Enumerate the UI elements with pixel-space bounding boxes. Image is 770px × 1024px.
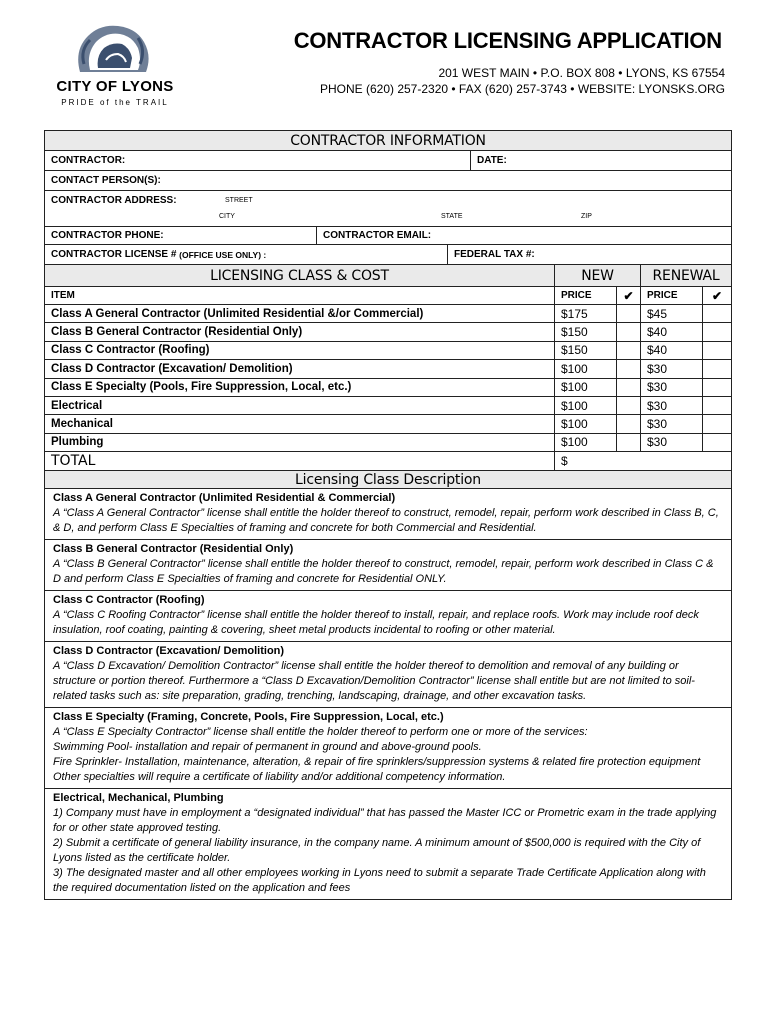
new-heading: NEW (555, 265, 641, 286)
license-tax-row (45, 245, 731, 265)
address-label: CONTRACTOR ADDRESS: (51, 195, 177, 206)
new-price: $100 (555, 379, 617, 396)
total-row (45, 452, 731, 471)
license-class-row (45, 379, 731, 397)
renewal-checkbox[interactable] (703, 305, 731, 322)
renewal-checkbox[interactable] (703, 323, 731, 340)
license-class-name: Class D Contractor (Excavation/ Demolition) (45, 360, 555, 377)
renewal-price: $30 (641, 434, 703, 451)
total-value[interactable]: $ (561, 454, 568, 469)
federal-tax-field[interactable] (448, 245, 731, 264)
contact-label: CONTACT PERSON(S): (51, 175, 161, 186)
class-description-title: Class D Contractor (Excavation/ Demolition) (53, 645, 285, 658)
license-note: (OFFICE USE ONLY) : (179, 249, 267, 260)
license-label: CONTRACTOR LICENSE # (51, 249, 177, 260)
class-description-text: Other specialties will require a certificate of liability and/or additional competency information. (53, 771, 506, 784)
contractor-info-header-row (45, 131, 731, 151)
class-description (45, 789, 731, 900)
new-price: $175 (555, 305, 617, 322)
zip-label: ZIP (581, 213, 592, 220)
phone-field[interactable] (45, 227, 317, 244)
contact-person-field[interactable] (45, 171, 731, 190)
date-field[interactable] (471, 151, 731, 170)
renewal-price: $45 (641, 305, 703, 322)
class-description (45, 642, 731, 708)
license-class-row (45, 323, 731, 341)
license-class-name: Class C Contractor (Roofing) (45, 342, 555, 359)
date-label: DATE: (477, 155, 507, 166)
page-title: CONTRACTOR LICENSING APPLICATION (293, 28, 722, 53)
logo-city-name: CITY OF LYONS (56, 78, 174, 95)
street-label: STREET (225, 197, 253, 204)
new-price: $100 (555, 397, 617, 414)
license-class-row (45, 305, 731, 323)
license-class-name: Class E Specialty (Pools, Fire Suppression, Local, etc.) (45, 379, 555, 396)
contractor-row (45, 151, 731, 171)
new-price: $150 (555, 342, 617, 359)
new-checkbox[interactable] (617, 305, 641, 322)
address-row (45, 191, 731, 227)
phone-email-row (45, 227, 731, 245)
tax-label: FEDERAL TAX #: (454, 249, 535, 260)
city-logo (40, 20, 190, 110)
new-checkbox[interactable] (617, 415, 641, 432)
new-price: $100 (555, 434, 617, 451)
description-heading: Licensing Class Description (45, 471, 731, 488)
license-class-name: Class A General Contractor (Unlimited Residential &/or Commercial) (45, 305, 555, 322)
class-description-title: Class E Specialty (Framing, Concrete, Pools, Fire Suppression, Local, etc.) (53, 711, 444, 724)
phone-label: CONTRACTOR PHONE: (51, 230, 164, 241)
renewal-checkbox[interactable] (703, 434, 731, 451)
contractor-name-field[interactable] (45, 151, 471, 170)
email-label: CONTRACTOR EMAIL: (323, 230, 432, 241)
class-description-text: Swimming Pool- installation and repair of permanent in ground and above-ground pools. (53, 741, 482, 754)
license-class-name: Plumbing (45, 434, 555, 451)
new-checkbox[interactable] (617, 323, 641, 340)
class-description (45, 591, 731, 642)
class-description-text: A “Class C Roofing Contractor” license shall entitle the holder thereof to install, repair, and replace roofs. Work may include roof deck insulation, roof coating, painting & covering, sheet metal products incidental to roofing or other material. (53, 609, 699, 637)
description-header-row (45, 471, 731, 489)
application-form (44, 130, 732, 900)
renewal-checkbox[interactable] (703, 379, 731, 396)
class-description-text: 2) Submit a certificate of general liability insurance, in the company name. A minimum amount of $500,000 is required with the City of Lyons listed as the certificate holder. (53, 837, 701, 865)
license-class-name: Electrical (45, 397, 555, 414)
class-description-title: Class A General Contractor (Unlimited Residential & Commercial) (53, 492, 396, 505)
class-description-title: Class C Contractor (Roofing) (53, 594, 205, 607)
contractor-info-heading: CONTRACTOR INFORMATION (45, 131, 731, 150)
class-description-text: A “Class E Specialty Contractor” license shall entitle the holder thereof to perform one or more of the services: (53, 726, 588, 739)
licensing-header-row (45, 265, 731, 287)
contact-line: PHONE (620) 257-2320 • FAX (620) 257-3743 • WEBSITE: LYONSKS.ORG (319, 82, 725, 96)
address-line: 201 WEST MAIN • P.O. BOX 808 • LYONS, KS 67554 (438, 66, 725, 80)
class-description-text: 1) Company must have in employment a “designated individual” that has passed the Master ICC or Prometric exam in the trade applying for or other state approved testing. (53, 807, 717, 835)
license-class-row (45, 415, 731, 433)
license-field[interactable] (45, 245, 448, 264)
total-label: TOTAL (45, 452, 555, 470)
column-header-row (45, 287, 731, 305)
new-price-header: PRICE (555, 287, 617, 304)
renewal-checkbox[interactable] (703, 342, 731, 359)
logo-tagline: PRIDE of the TRAIL (61, 98, 169, 107)
class-description (45, 489, 731, 540)
item-column-header: ITEM (45, 287, 555, 304)
license-class-row (45, 360, 731, 378)
page-header (0, 0, 770, 120)
new-price: $150 (555, 323, 617, 340)
license-class-name: Class B General Contractor (Residential Only) (45, 323, 555, 340)
class-description-text: 3) The designated master and all other employees working in Lyons need to submit a separate Trade Certificate Application along with the required documentation listed on the application and fees (53, 867, 706, 895)
renewal-price: $30 (641, 397, 703, 414)
class-description-title: Class B General Contractor (Residential Only) (53, 543, 294, 556)
renewal-price: $30 (641, 415, 703, 432)
new-price: $100 (555, 415, 617, 432)
class-description-text: A “Class D Excavation/ Demolition Contractor” license shall entitle the holder thereof to demolition and removal of any building or structure or portion thereof. Furthermore a “Class D Excavation/Demolition Contractor” license shall entitle but are not limited to soil-related tasks such as: site preparation, grading, trenching, landscaping, drainage, and other excavation tasks. (53, 660, 695, 703)
new-price: $100 (555, 360, 617, 377)
renewal-check-icon: ✔ (711, 288, 723, 303)
class-description-text: A “Class B General Contractor” license shall entitle the holder thereof to construct, remodel, repair, perform work described in Class C & D and perform Class E Specialties of framing and concrete for Residential ONLY. (53, 558, 714, 586)
renewal-price: $30 (641, 360, 703, 377)
contact-row (45, 171, 731, 191)
new-checkbox[interactable] (617, 360, 641, 377)
class-description-text: Fire Sprinkler- Installation, maintenance, alteration, & repair of fire sprinklers/suppression systems & related fire protection equipment (53, 756, 701, 769)
renewal-price: $30 (641, 379, 703, 396)
licensing-heading: LICENSING CLASS & COST (45, 265, 555, 286)
license-class-row (45, 397, 731, 415)
state-label: STATE (441, 213, 463, 220)
class-description (45, 708, 731, 789)
new-check-icon: ✔ (617, 287, 641, 304)
email-field[interactable] (317, 227, 731, 244)
lion-head-icon (70, 20, 160, 78)
renewal-heading: RENEWAL (641, 265, 731, 286)
new-checkbox[interactable] (617, 434, 641, 451)
address-field[interactable] (45, 191, 731, 226)
city-label: CITY (219, 213, 235, 220)
renewal-checkbox[interactable] (703, 415, 731, 432)
class-description (45, 540, 731, 591)
license-class-row (45, 342, 731, 360)
new-checkbox[interactable] (617, 379, 641, 396)
class-description-text: A “Class A General Contractor” license shall entitle the holder thereof to construct, remodel, repair, perform work described in Class B, C, & D, and perform Class E Specialties of framing and concrete for both Commercial and Residential. (53, 507, 719, 535)
renewal-checkbox[interactable] (703, 360, 731, 377)
license-class-name: Mechanical (45, 415, 555, 432)
new-checkbox[interactable] (617, 342, 641, 359)
renewal-price-header: PRICE (641, 287, 703, 304)
total-spacer (617, 452, 731, 470)
renewal-price: $40 (641, 323, 703, 340)
renewal-checkbox[interactable] (703, 397, 731, 414)
class-description-title: Electrical, Mechanical, Plumbing (53, 792, 224, 805)
renewal-price: $40 (641, 342, 703, 359)
license-class-row (45, 434, 731, 452)
contractor-label: CONTRACTOR: (51, 155, 126, 166)
new-checkbox[interactable] (617, 397, 641, 414)
